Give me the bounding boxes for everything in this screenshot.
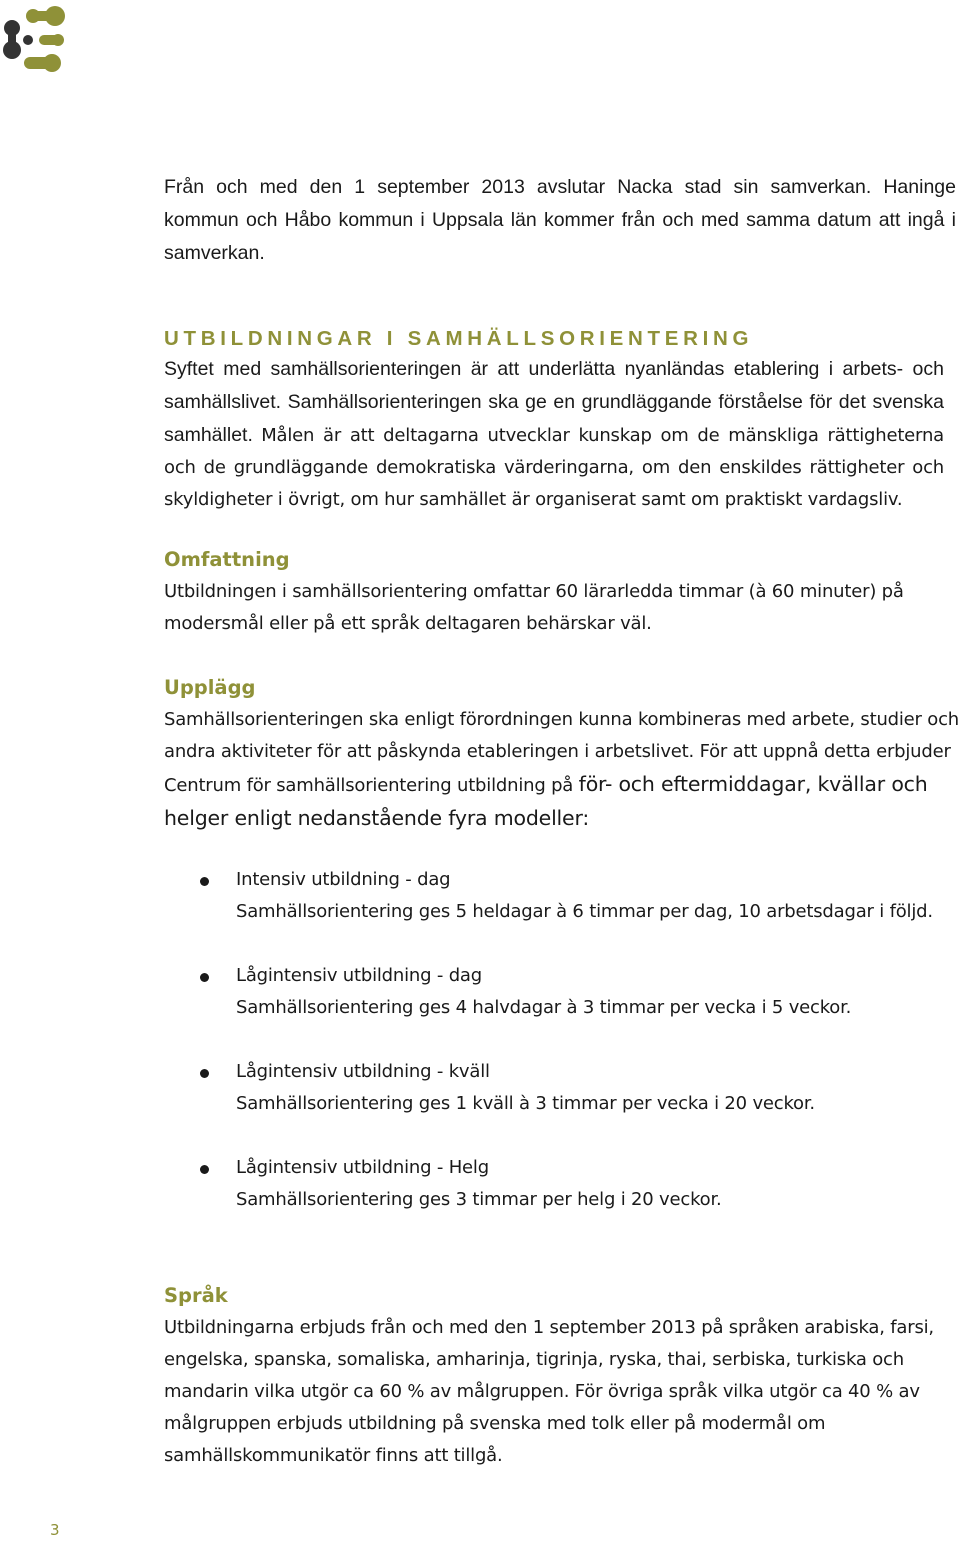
utbildningar-text-part2: Målen är att deltagarna utvecklar kunskap om de mänskliga rättigheterna och de grundläggande demokratiska värderingarna, om den enskildes rättigheter och skyldigheter i övrigt, om hur samhället är organiserat samt om praktiskt vardagsliv. xyxy=(164,425,944,510)
model-description: Samhällsorientering ges 3 timmar per helg i 20 veckor. xyxy=(236,1189,722,1210)
upplagg-paragraph xyxy=(164,704,960,836)
model-title: Lågintensiv utbildning - Helg xyxy=(236,1157,489,1178)
upplagg-text-part2: för- och eftermiddagar, kvällar och helger enligt nedanstående fyra modeller: xyxy=(164,772,928,830)
section-heading-utbildningar: UTBILDNINGAR I SAMHÄLLSORIENTERING xyxy=(164,327,754,350)
bullet-icon xyxy=(200,877,209,886)
utbildningar-paragraph xyxy=(164,353,944,516)
sprak-paragraph: Utbildningarna erbjuds från och med den 1 september 2013 på språken arabiska, farsi, engelska, spanska, somaliska, amharinja, tigrinja, ryska, thai, serbiska, turkiska och mandarin vilka utgör ca 60 % av målgruppen. För övriga språk vilka utgör ca 40 % av målgruppen erbjuds utbildning på svenska med tolk eller på modermål om samhällskommunikatör finns att tillgå. xyxy=(164,1317,934,1466)
section-heading-upplagg: Upplägg xyxy=(164,676,256,699)
list-item xyxy=(0,960,960,1024)
dotted-bubbles-logo-icon xyxy=(0,0,70,84)
utbildningar-text-part1: Syftet med samhällsorienteringen är att underlätta nyanländas etablering i arbets- och samhällslivet. Samhällsorienteringen ska ge en grundläggande förståelse för det svenska samhället. xyxy=(164,358,944,446)
list-item xyxy=(0,1056,960,1120)
model-description: Samhällsorientering ges 4 halvdagar à 3 timmar per vecka i 5 veckor. xyxy=(236,997,852,1018)
bullet-icon xyxy=(200,1069,209,1078)
intro-paragraph: Från och med den 1 september 2013 avslutar Nacka stad sin samverkan. Haninge kommun och Håbo kommun i Uppsala län kommer från och med samma datum att ingå i samverkan. xyxy=(164,176,956,264)
bullet-icon xyxy=(200,1165,209,1174)
model-title: Lågintensiv utbildning - dag xyxy=(236,965,482,986)
model-description: Samhällsorientering ges 1 kväll à 3 timmar per vecka i 20 veckor. xyxy=(236,1093,815,1114)
model-title: Lågintensiv utbildning - kväll xyxy=(236,1061,490,1082)
section-heading-sprak: Språk xyxy=(164,1284,228,1307)
page-number: 3 xyxy=(50,1521,60,1539)
model-description: Samhällsorientering ges 5 heldagar à 6 timmar per dag, 10 arbetsdagar i följd. xyxy=(236,901,933,922)
section-heading-omfattning: Omfattning xyxy=(164,548,290,571)
list-item xyxy=(0,864,960,928)
omfattning-paragraph: Utbildningen i samhällsorientering omfattar 60 lärarledda timmar (à 60 minuter) på modersmål eller på ett språk deltagaren behärskar väl. xyxy=(164,581,904,634)
model-title: Intensiv utbildning - dag xyxy=(236,869,451,890)
upplagg-text-part1: Samhällsorienteringen ska enligt förordningen kunna kombineras med arbete, studier och andra aktiviteter för att påskynda etableringen i arbetslivet. För att uppnå detta erbjuder Centrum för samhällsorientering utbildning på xyxy=(164,709,959,796)
bullet-icon xyxy=(200,973,209,982)
list-item xyxy=(0,1152,960,1216)
